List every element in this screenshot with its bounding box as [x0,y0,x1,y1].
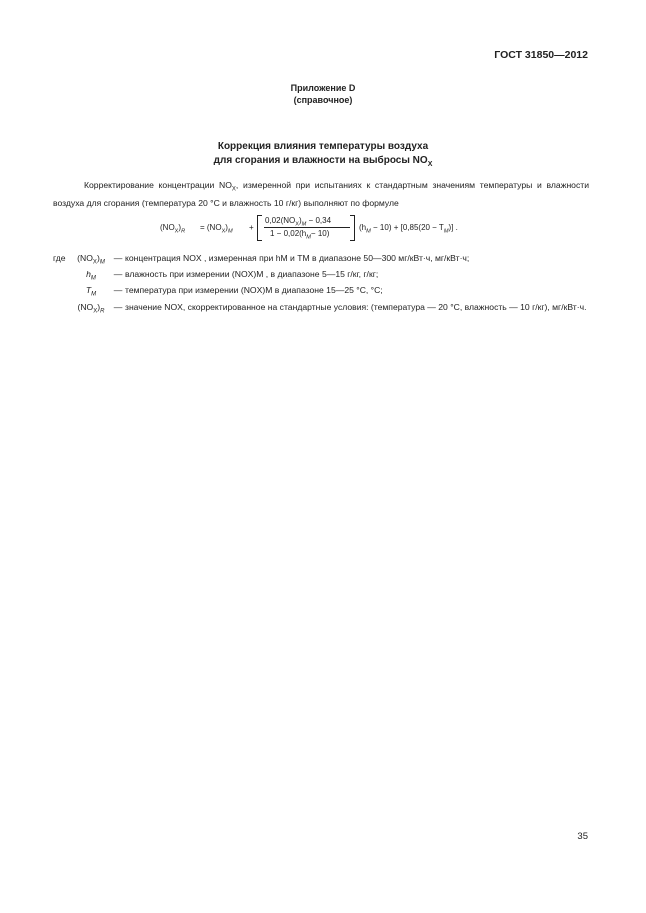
annex-name: Приложение D [290,83,356,93]
formula-equals: = $(NO_X)_M$ [200,223,233,235]
definition-row [53,285,593,301]
definition-text: концентрация NOX , измеренная при hM и TM в диапазоне 50—300 мг/кВт·ч, мг/кВт·ч; [125,253,470,263]
formula-lhs: $(NO_X)_R$ [160,223,186,235]
definition-symbol: $(NO_X)_R$ [77,301,105,315]
correction-formula [160,213,600,247]
definitions-list [53,253,593,318]
formula-plus: + [249,223,254,232]
definition-text: значение NOX, скорректированное на стандартные условия: (температура — 20 °С, влажность — 10 г/кг), мг/кВт·ч. [125,301,587,312]
annex-type: (справочное) [293,95,353,105]
definition-symbol: $h_M$ [86,269,96,282]
definition-dash: — [113,269,123,280]
definition-symbol: $T_M$ [85,285,97,299]
formula-left-bracket [257,215,262,241]
formula-right-bracket [350,215,355,241]
intro-paragraph: Корректирование концентрации $NO_X$, измеренной при испытаниях к стандартным значениям температуры и влажности воздуха для сгорания (температура 20 °С и влажность 10 г/кг) выполняют по формуле [53,180,589,208]
formula-denominator: $1 - 0,02(h_M- 10)$ [270,229,330,241]
title-line-2: для сгорания и влажности на выбросы $NO_X$ [213,155,433,168]
definition-text: температура при измерении (NOX)M в диапазоне 15—25 °С, °С; [125,285,383,296]
definition-row [53,253,593,269]
definition-dash: — [113,253,123,263]
formula-tail: $(h_M - 10) + [0,85(20 - T_M)]$ . [359,223,458,235]
definition-dash: — [113,301,123,312]
definition-row [53,269,593,285]
section-title [0,140,646,172]
where-label: где [53,253,66,263]
formula-numerator: $0,02(NO_X)_M - 0,34$ [265,216,332,228]
definition-symbol: $(NO_X)_M$ [77,253,105,266]
standard-designation: ГОСТ 31850—2012 [494,49,588,61]
definition-row [53,302,593,318]
title-line-1: Коррекция влияния температуры воздуха [217,141,429,152]
page-number: 35 [577,831,588,842]
definition-text: влажность при измерении (NOX)M , в диапазоне 5—15 г/кг, г/кг; [125,269,379,280]
annex-heading [0,82,646,106]
formula-fraction-bar [264,227,350,228]
definition-dash: — [113,285,123,296]
